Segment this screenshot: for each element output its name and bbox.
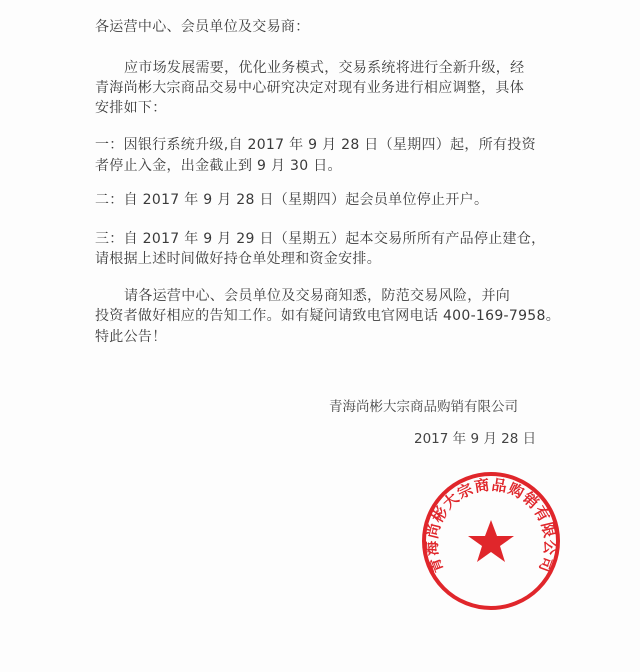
stamp-lettering: 青海尚彬大宗商品购销有限公司: [422, 475, 560, 576]
intro-line: 安排如下：: [95, 100, 167, 116]
item-2-line: 二：自 2017 年 9 月 28 日（星期四）起会员单位停止开户。: [95, 192, 489, 208]
intro-line: 应市场发展需要，优化业务模式，交易系统将进行全新升级，经: [124, 60, 525, 76]
item-1-line: 者停止入金，出金截止到 9 月 30 日。: [95, 158, 342, 174]
signature-company: 青海尚彬大宗商品购销有限公司: [329, 399, 518, 415]
item-1-line: 一：因银行系统升级,自 2017 年 9 月 28 日（星期四）起，所有投资: [95, 137, 536, 153]
item-3-line: 请根据上述时间做好持仓单处理和资金安排。: [95, 251, 381, 267]
item-3-line: 三：自 2017 年 9 月 29 日（星期五）起本交易所所有产品停止建仓，: [95, 231, 546, 247]
signature-date: 2017 年 9 月 28 日: [414, 431, 537, 447]
closing-line: 特此公告！: [95, 329, 167, 345]
stamp-star-icon: [468, 520, 514, 562]
salutation: 各运营中心、会员单位及交易商：: [95, 19, 310, 35]
company-seal-stamp: [420, 470, 562, 612]
intro-line: 青海尚彬大宗商品交易中心研究决定对现有业务进行相应调整，具体: [95, 80, 524, 96]
closing-line: 投资者做好相应的告知工作。如有疑问请致电官网电话 400-169-7958。: [95, 308, 561, 324]
closing-line: 请各运营中心、会员单位及交易商知悉，防范交易风险，并向: [124, 288, 511, 304]
